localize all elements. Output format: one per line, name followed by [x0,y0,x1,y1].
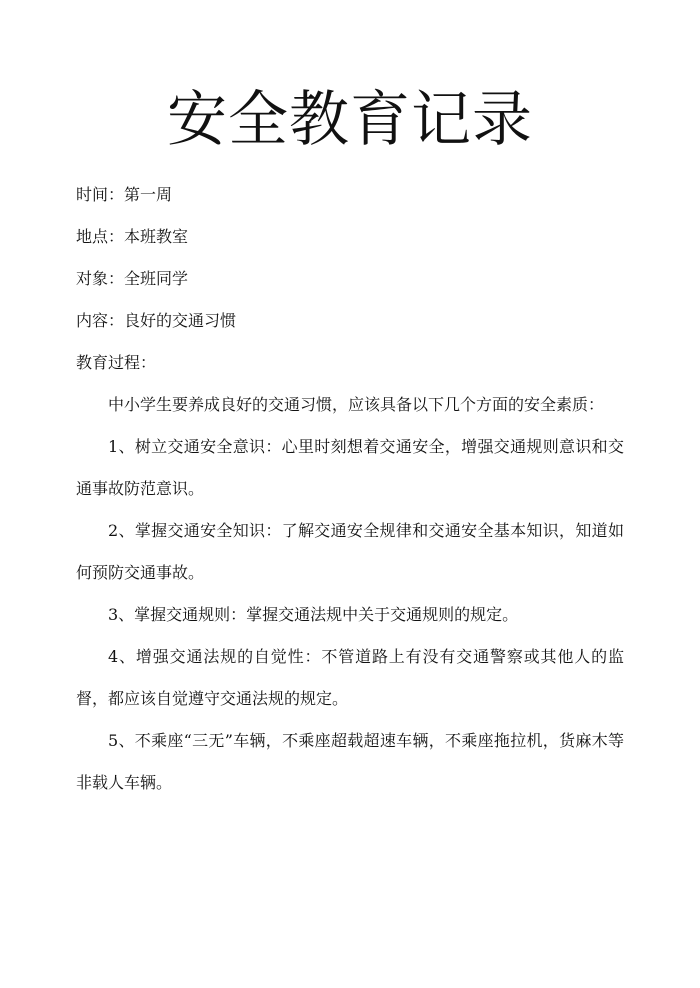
paragraph-item-1: 1、树立交通安全意识：心里时刻想着交通安全，增强交通规则意识和交通事故防范意识。 [76,437,624,498]
meta-content: 内容：良好的交通习惯 [76,311,237,330]
process-label: 教育过程： [76,353,157,372]
meta-location: 地点：本班教室 [76,227,189,246]
paragraph-item-5: 5、不乘座“三无”车辆，不乘座超载超速车辆，不乘座拖拉机，货麻木等非载人车辆。 [76,731,624,792]
paragraph-item-4: 4、增强交通法规的自觉性：不管道路上有没有交通警察或其他人的监督，都应该自觉遵守交通法规的规定。 [76,647,624,708]
paragraph-intro: 中小学生要养成良好的交通习惯，应该具备以下几个方面的安全素质： [108,395,605,414]
paragraph-item-3: 3、掌握交通规则：掌握交通法规中关于交通规则的规定。 [108,605,519,624]
meta-audience: 对象：全班同学 [76,269,189,288]
document-title: 安全教育记录 [167,85,533,155]
paragraph-item-2: 2、掌握交通安全知识：了解交通安全规律和交通安全基本知识，知道如何预防交通事故。 [76,521,624,582]
education-process [76,384,624,804]
meta-time: 时间：第一周 [76,185,173,204]
record-meta [76,174,624,384]
